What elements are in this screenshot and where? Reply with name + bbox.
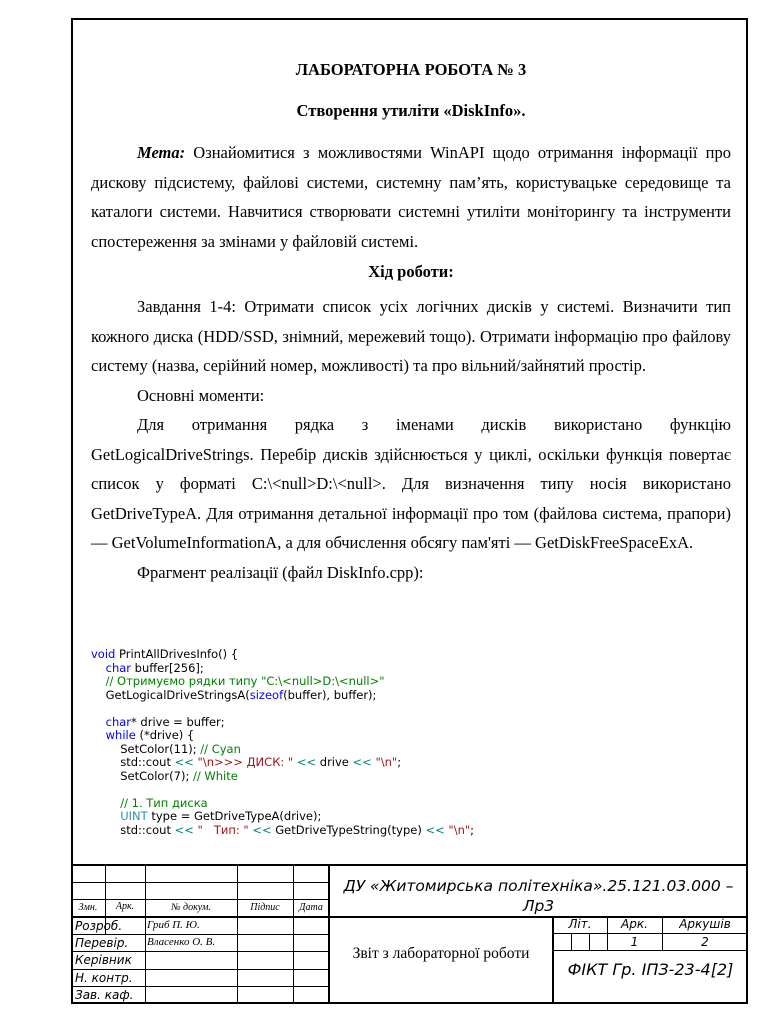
purpose-paragraph [91,138,731,256]
header-dokum: № докум. [171,902,211,913]
purpose-label: Мета: [137,143,186,162]
purpose-text: Ознайомитися з можливостями WinAPI щодо отримання інформації про дискову підсистему, файлові системи, системну пам’ять, користувацьке середовище та каталоги системи. Навчитися створювати системні утиліти моніторингу та інструменти спостереження за змінами у файловій системі. [91,143,731,251]
task-paragraph: Завдання 1-4: Отримати список усіх логічних дисків у системі. Визначити тип кожного диска (HDD/SSD, знімний, мережевий тощо). Отримати інформацію про файлову систему (назва, серійний номер, можливості) та про вільний/зайнятий простір. [91,297,731,375]
name-rozrob: Гриб П. Ю. [147,919,200,931]
arkushiv-label: Аркушів [679,917,731,931]
fragment-label: Фрагмент реалізації (файл DiskInfo.cpp): [137,562,424,582]
row-rozrob: Розроб. [75,919,123,933]
header-pidpys: Підпис [250,902,280,913]
group-label: ФІКТ Гр. ІПЗ-23-4[2] [567,960,734,979]
row-kerivnyk: Керівник [75,953,132,967]
row-nkontr: Н. контр. [75,971,133,985]
document-body [91,52,731,587]
row-perevir: Перевір. [75,936,129,950]
report-title: Звіт з лабораторної роботи [352,945,530,962]
name-perevir: Власенко О. В. [147,936,216,948]
header-zmn: Змн. [78,902,98,913]
key-points-paragraph: Основні моменти: [137,385,265,405]
code-snippet: void PrintAllDrivesInfo() { char buffer[256]; // Отримуємо рядки типу "C:\<null>D:\<null>" GetLogicalDriveStringsA(sizeof(buffer), buffer); char* drive = buffer; while (*drive) { SetColor(11); // Cyan std::cout << "\n>>> ДИСК: " << drive << "\n"; SetColor(7); // White // 1. Тип диска UINT type = GetDriveTypeA(drive); std::cout << " Тип: " << GetDriveTypeString(type) << "\n"; [91,647,475,837]
progress-heading: Хід роботи: [368,262,454,281]
lab-subtitle: Створення утиліти «DiskInfo». [296,101,526,120]
title-block-stamp [71,864,748,1004]
ark-label: Арк. [621,917,648,931]
ark-value: 1 [630,935,639,949]
header-ark: Арк. [115,901,135,912]
arkushiv-value: 2 [701,935,709,949]
lit-label: Літ. [568,917,592,931]
document-code: ДУ «Житомирська політехніка».25.121.03.000 – Лр3 [343,877,734,915]
row-zavkaf: Зав. каф. [75,988,134,1002]
description-paragraph: Для отримання рядка з іменами дисків використано функцію GetLogicalDriveStrings. Перебір дисків здійснюється у циклі, оскільки функція повертає список у форматі C:\<null>D:\<null>. Для визначення типу носія використано GetDriveTypeA. Для отримання детальної інформації про том (файлова система, прапори) — GetVolumeInformationA, а для обчислення обсягу пам'яті — GetDiskFreeSpaceExA. [91,415,731,552]
lab-title: ЛАБОРАТОРНА РОБОТА № 3 [295,60,527,79]
header-data: Дата [299,902,323,913]
